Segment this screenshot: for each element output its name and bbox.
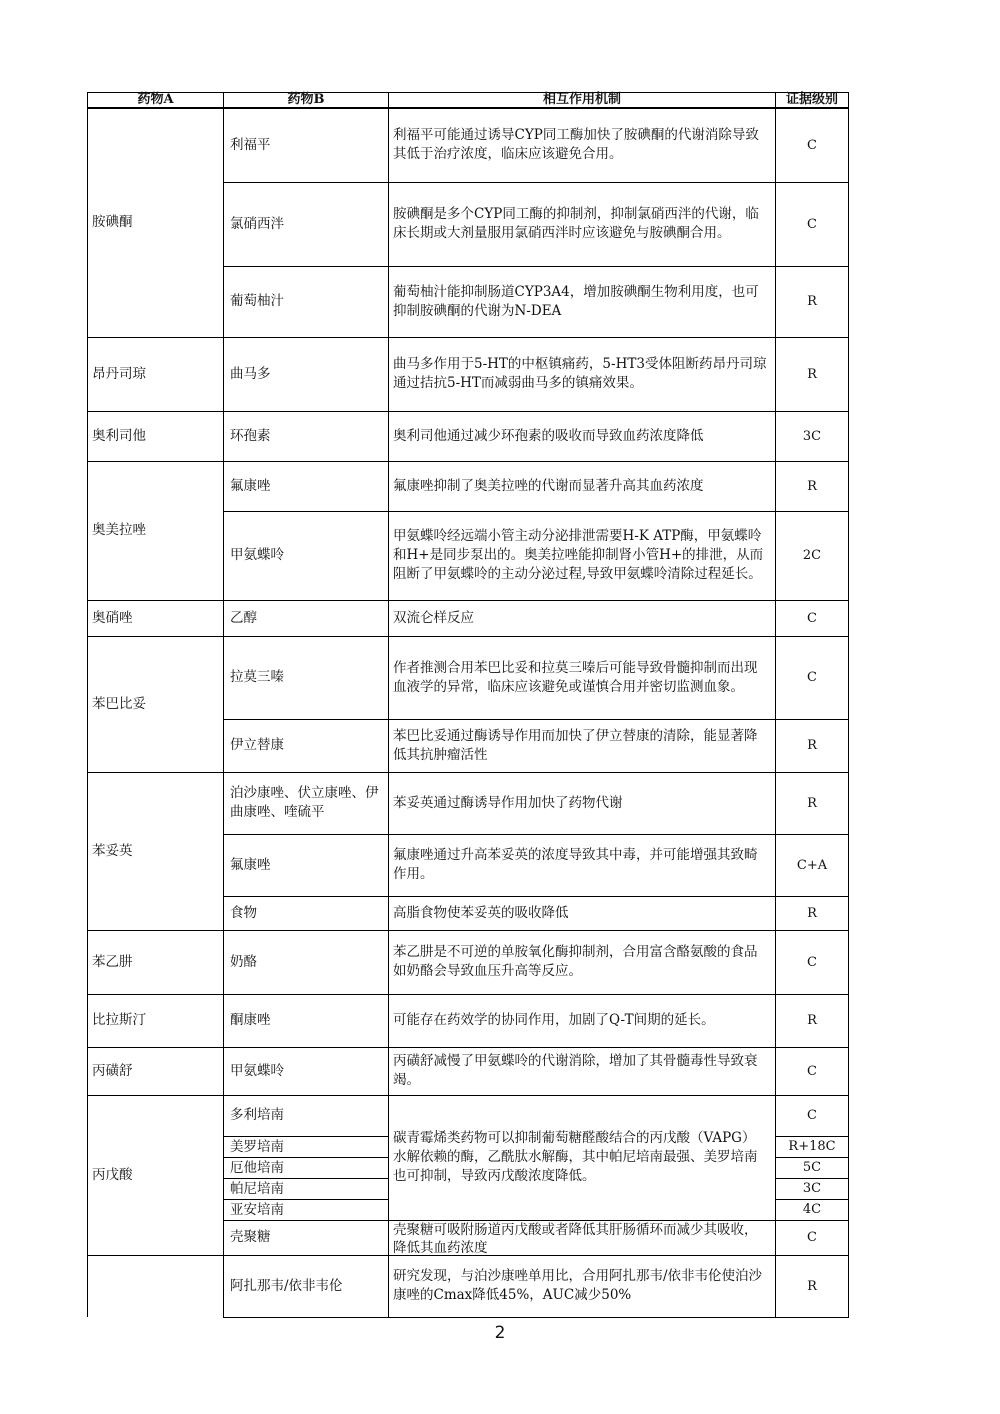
mechanism-cell: 曲马多作用于5-HT的中枢镇痛药，5-HT3受体阻断药昂丹司琼通过拮抗5-HT而减弱曲马多的镇痛效果。 (389, 337, 776, 411)
mechanism-cell: 丙磺舒减慢了甲氨蝶呤的代谢消除，增加了其骨髓毒性导致衰竭。 (389, 1047, 776, 1095)
drug-interaction-table (87, 92, 849, 1318)
evidence-level-cell: R (776, 266, 849, 337)
evidence-level-cell: 3C (776, 1178, 849, 1199)
evidence-level-cell: 5C (776, 1157, 849, 1178)
drug-a-cell: 奥硝唑 (88, 600, 224, 636)
drug-b-cell: 甲氨蝶呤 (224, 511, 389, 600)
drug-a-cell: 奥利司他 (88, 411, 224, 461)
table-row (88, 636, 849, 719)
mechanism-cell: 胺碘酮是多个CYP同工酶的抑制剂，抑制氯硝西泮的代谢，临床长期或大剂量服用氯硝西泮时应该避免与胺碘酮合用。 (389, 182, 776, 266)
evidence-level-cell: C (776, 930, 849, 994)
mechanism-cell: 葡萄柚汁能抑制肠道CYP3A4，增加胺碘酮生物利用度，也可抑制胺碘酮的代谢为N-DEA (389, 266, 776, 337)
header-mechanism: 相互作用机制 (389, 93, 776, 109)
drug-a-cell: 昂丹司琼 (88, 337, 224, 411)
drug-b-cell: 美罗培南 (224, 1136, 389, 1157)
drug-b-cell: 帕尼培南 (224, 1178, 389, 1199)
evidence-level-cell: C (776, 108, 849, 182)
drug-b-cell: 泊沙康唑、伏立康唑、伊曲康唑、喹硫平 (224, 772, 389, 834)
mechanism-cell: 苯巴比妥通过酶诱导作用而加快了伊立替康的清除，能显著降低其抗肿瘤活性 (389, 719, 776, 772)
header-evidence-level: 证据级别 (776, 93, 849, 109)
drug-b-cell: 曲马多 (224, 337, 389, 411)
evidence-level-cell: R (776, 896, 849, 930)
evidence-level-cell: 2C (776, 511, 849, 600)
drug-b-cell: 拉莫三嗪 (224, 636, 389, 719)
drug-b-cell: 壳聚糖 (224, 1220, 389, 1255)
drug-b-cell: 伊立替康 (224, 719, 389, 772)
drug-b-cell: 奶酪 (224, 930, 389, 994)
mechanism-cell: 氟康唑通过升高苯妥英的浓度导致其中毒，并可能增强其致畸作用。 (389, 834, 776, 896)
evidence-level-cell: R (776, 1255, 849, 1317)
drug-a-cell: 丙戊酸 (88, 1095, 224, 1255)
mechanism-cell: 作者推测合用苯巴比妥和拉莫三嗪后可能导致骨髓抑制而出现血液学的异常，临床应该避免或谨慎合用并密切监测血象。 (389, 636, 776, 719)
mechanism-cell: 利福平可能通过诱导CYP同工酶加快了胺碘酮的代谢消除导致其低于治疗浓度，临床应该避免合用。 (389, 108, 776, 182)
evidence-level-cell: C (776, 1220, 849, 1255)
evidence-level-cell: R+18C (776, 1136, 849, 1157)
mechanism-cell: 研究发现，与泊沙康唑单用比，合用阿扎那韦/依非韦伦使泊沙康唑的Cmax降低45%，AUC减少50% (389, 1255, 776, 1317)
table-row (88, 994, 849, 1047)
table-row (88, 600, 849, 636)
mechanism-cell: 奥利司他通过减少环孢素的吸收而导致血药浓度降低 (389, 411, 776, 461)
drug-a-cell: 苯妥英 (88, 772, 224, 930)
evidence-level-cell: C (776, 600, 849, 636)
drug-b-cell: 葡萄柚汁 (224, 266, 389, 337)
drug-b-cell: 甲氨蝶呤 (224, 1047, 389, 1095)
drug-b-cell: 氟康唑 (224, 461, 389, 511)
evidence-level-cell: C (776, 182, 849, 266)
evidence-level-cell: C+A (776, 834, 849, 896)
table-row (88, 108, 849, 182)
header-drug-a: 药物A (88, 93, 224, 109)
drug-b-cell: 食物 (224, 896, 389, 930)
drug-a-cell: 比拉斯汀 (88, 994, 224, 1047)
drug-a-cell: 胺碘酮 (88, 108, 224, 337)
table-row (88, 1255, 849, 1317)
table-header-row (88, 93, 849, 109)
table-row (88, 411, 849, 461)
drug-b-cell: 氯硝西泮 (224, 182, 389, 266)
mechanism-cell: 可能存在药效学的协同作用，加剧了Q-T间期的延长。 (389, 994, 776, 1047)
drug-b-cell: 阿扎那韦/依非韦伦 (224, 1255, 389, 1317)
table-row (88, 1047, 849, 1095)
evidence-level-cell: R (776, 337, 849, 411)
drug-a-cell: 奥美拉唑 (88, 461, 224, 600)
drug-a-cell: 苯巴比妥 (88, 636, 224, 772)
evidence-level-cell: R (776, 994, 849, 1047)
drug-b-cell: 氟康唑 (224, 834, 389, 896)
mechanism-cell: 碳青霉烯类药物可以抑制葡萄糖醛酸结合的丙戊酸（VAPG）水解依赖的酶，乙酰肽水解酶，其中帕尼培南最强、美罗培南也可抑制，导致丙戊酸浓度降低。 (389, 1095, 776, 1220)
table-row (88, 772, 849, 834)
evidence-level-cell: C (776, 636, 849, 719)
table-row (88, 337, 849, 411)
table-row (88, 930, 849, 994)
drug-b-cell: 酮康唑 (224, 994, 389, 1047)
mechanism-cell: 甲氨蝶呤经远端小管主动分泌排泄需要H-K ATP酶，甲氨蝶呤和H+是同步泵出的。奥美拉唑能抑制肾小管H+的排泄，从而阻断了甲氨蝶呤的主动分泌过程,导致甲氨蝶呤清除过程延长。 (389, 511, 776, 600)
evidence-level-cell: C (776, 1095, 849, 1136)
drug-b-cell: 亚安培南 (224, 1199, 389, 1220)
drug-a-cell (88, 1255, 224, 1317)
mechanism-cell: 高脂食物使苯妥英的吸收降低 (389, 896, 776, 930)
drug-a-cell: 苯乙肼 (88, 930, 224, 994)
header-drug-b: 药物B (224, 93, 389, 109)
page-number: 2 (494, 1323, 506, 1343)
drug-a-cell: 丙磺舒 (88, 1047, 224, 1095)
table-row (88, 1095, 849, 1136)
evidence-level-cell: R (776, 461, 849, 511)
mechanism-cell: 氟康唑抑制了奥美拉唑的代谢而显著升高其血药浓度 (389, 461, 776, 511)
mechanism-cell (389, 1220, 776, 1255)
drug-b-cell: 环孢素 (224, 411, 389, 461)
mechanism-cell: 双流仑样反应 (389, 600, 776, 636)
table-row (88, 461, 849, 511)
mechanism-cell: 苯妥英通过酶诱导作用加快了药物代谢 (389, 772, 776, 834)
evidence-level-cell: 3C (776, 411, 849, 461)
drug-b-cell: 厄他培南 (224, 1157, 389, 1178)
evidence-level-cell: R (776, 772, 849, 834)
drug-b-cell: 多利培南 (224, 1095, 389, 1136)
evidence-level-cell: C (776, 1047, 849, 1095)
drug-b-cell: 利福平 (224, 108, 389, 182)
evidence-level-cell: 4C (776, 1199, 849, 1220)
evidence-level-cell: R (776, 719, 849, 772)
mechanism-text: 壳聚糖可吸附肠道丙戊酸或者降低其肝肠循环而减少其吸收，降低其血药浓度 (393, 1221, 758, 1255)
mechanism-cell: 苯乙肼是不可逆的单胺氧化酶抑制剂，合用富含酪氨酸的食品如奶酪会导致血压升高等反应。 (389, 930, 776, 994)
drug-b-cell: 乙醇 (224, 600, 389, 636)
